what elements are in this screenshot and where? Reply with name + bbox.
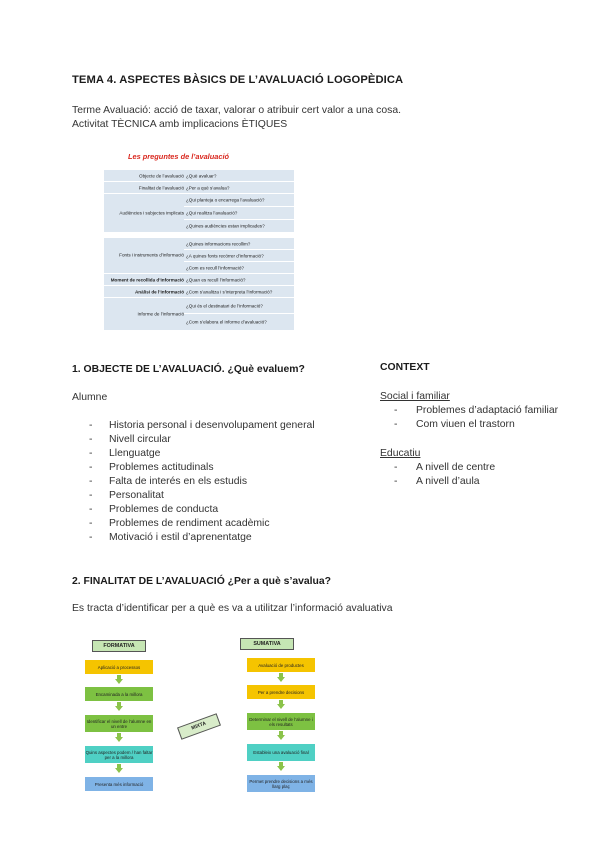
context-social-label: Social i familiar <box>380 391 450 402</box>
list-item: - Llenguatge <box>72 447 362 461</box>
table-row: Finalitat de l’avaluació ¿Per a què s’avalua? <box>104 182 294 194</box>
sumativa-header: SUMATIVA <box>240 638 294 650</box>
sumativa-step-1: Avaluació de productes <box>247 658 315 672</box>
formativa-header: FORMATIVA <box>92 640 146 652</box>
intro-line-2: Activitat TÈCNICA amb implicacions ÈTIQUES <box>72 119 288 130</box>
section-1-heading: 1. OBJECTE DE L’AVALUACIÓ. ¿Què evaluem? <box>72 364 305 375</box>
list-item: - Historia personal i desenvolupament general <box>72 419 362 433</box>
evaluation-types-diagram <box>80 633 320 798</box>
arrow-down-icon <box>115 737 123 742</box>
arrow-down-icon <box>277 735 285 740</box>
table-row: Objecte de l’avaluació ¿Què avaluar? <box>104 170 294 182</box>
list-item: - Problemes actitudinals <box>72 461 362 475</box>
intro-line-1: Terme Avaluació: acció de taxar, valorar o atribuir cert valor a una cosa. <box>72 105 402 116</box>
arrow-down-icon <box>277 677 285 682</box>
list-item: - A nivell de centre <box>380 461 595 475</box>
table-group: Informe de l’informació ¿Qui és el destinatari de l’informació? ¿Com s’elabora el informe d’avaluació? <box>104 298 294 331</box>
section-2-heading: 2. FINALITAT DE L’AVALUACIÓ ¿Per a què s’avalua? <box>72 576 332 587</box>
formativa-step-1: Aplicació a processos <box>85 660 153 674</box>
arrow-down-icon <box>277 766 285 771</box>
page-title: TEMA 4. ASPECTES BÀSICS DE L’AVALUACIÓ LOGOPÈDICA <box>72 74 404 86</box>
arrow-down-icon <box>115 706 123 711</box>
formativa-step-4: Quins aspectes podem / han faltar per a la millora <box>85 746 153 763</box>
sumativa-step-3: Determinar el nivell de l’alumne i els resultats <box>247 713 315 730</box>
section-1-subject: Alumne <box>72 392 108 403</box>
sumativa-step-2: Per a prendre decisions <box>247 685 315 699</box>
table-group: Fonts i instruments d’informació ¿Quines informacions recollim? ¿A quines fonts recórrer d’informació? ¿Com es recull l’informació? <box>104 238 294 274</box>
sumativa-step-4: Estableix una avaluació final <box>247 744 315 761</box>
list-item: - Com viuen el trastorn <box>380 418 595 432</box>
formativa-step-5: Presenta més informació <box>85 777 153 791</box>
mixta-label: MIXTA <box>177 713 221 740</box>
arrow-down-icon <box>115 768 123 773</box>
list-item: - Problemes de conducta <box>72 503 362 517</box>
sumativa-step-5: Permet prendre decisions a més llarg plaç <box>247 775 315 792</box>
list-item: - Problemes d’adaptació familiar <box>380 404 595 418</box>
list-item: - Personalitat <box>72 489 362 503</box>
arrow-down-icon <box>277 704 285 709</box>
list-item: - Nivell circular <box>72 433 362 447</box>
context-edu-list <box>380 461 595 489</box>
list-item: - Problemes de rendiment acadèmic <box>72 517 362 531</box>
context-heading: CONTEXT <box>380 362 430 373</box>
list-item: - Motivació i estil d’aprenentatge <box>72 531 362 545</box>
arrow-down-icon <box>115 679 123 684</box>
table-group: Audiències i subjectes implicats ¿Qui planteja o encarrega l’avaluació? ¿Qui realitza l’avaluació? ¿Quines audiències estan implicades? <box>104 194 294 233</box>
formativa-step-3: Identificar el nivell de l’alumne en un entre <box>85 715 153 732</box>
context-edu-label: Educatiu <box>380 448 421 459</box>
list-item: - A nivell d’aula <box>380 475 595 489</box>
section-2-text: Es tracta d’identificar per a què es va a utilitzar l’informació avaluativa <box>72 603 393 614</box>
section-1-list <box>72 419 362 545</box>
table-row: Anàlisi de l’informació ¿Com s’analitza i s’interpreta l’informació? <box>104 286 294 298</box>
questions-table-title: Les preguntes de l’avaluació <box>128 152 230 161</box>
context-social-list <box>380 404 595 432</box>
list-item: - Falta de interés en els estudis <box>72 475 362 489</box>
formativa-step-2: Encaminada a la millora <box>85 687 153 701</box>
questions-table <box>104 152 294 332</box>
table-row: Moment de recollida d’informació ¿Quan es recull l’informació? <box>104 274 294 286</box>
